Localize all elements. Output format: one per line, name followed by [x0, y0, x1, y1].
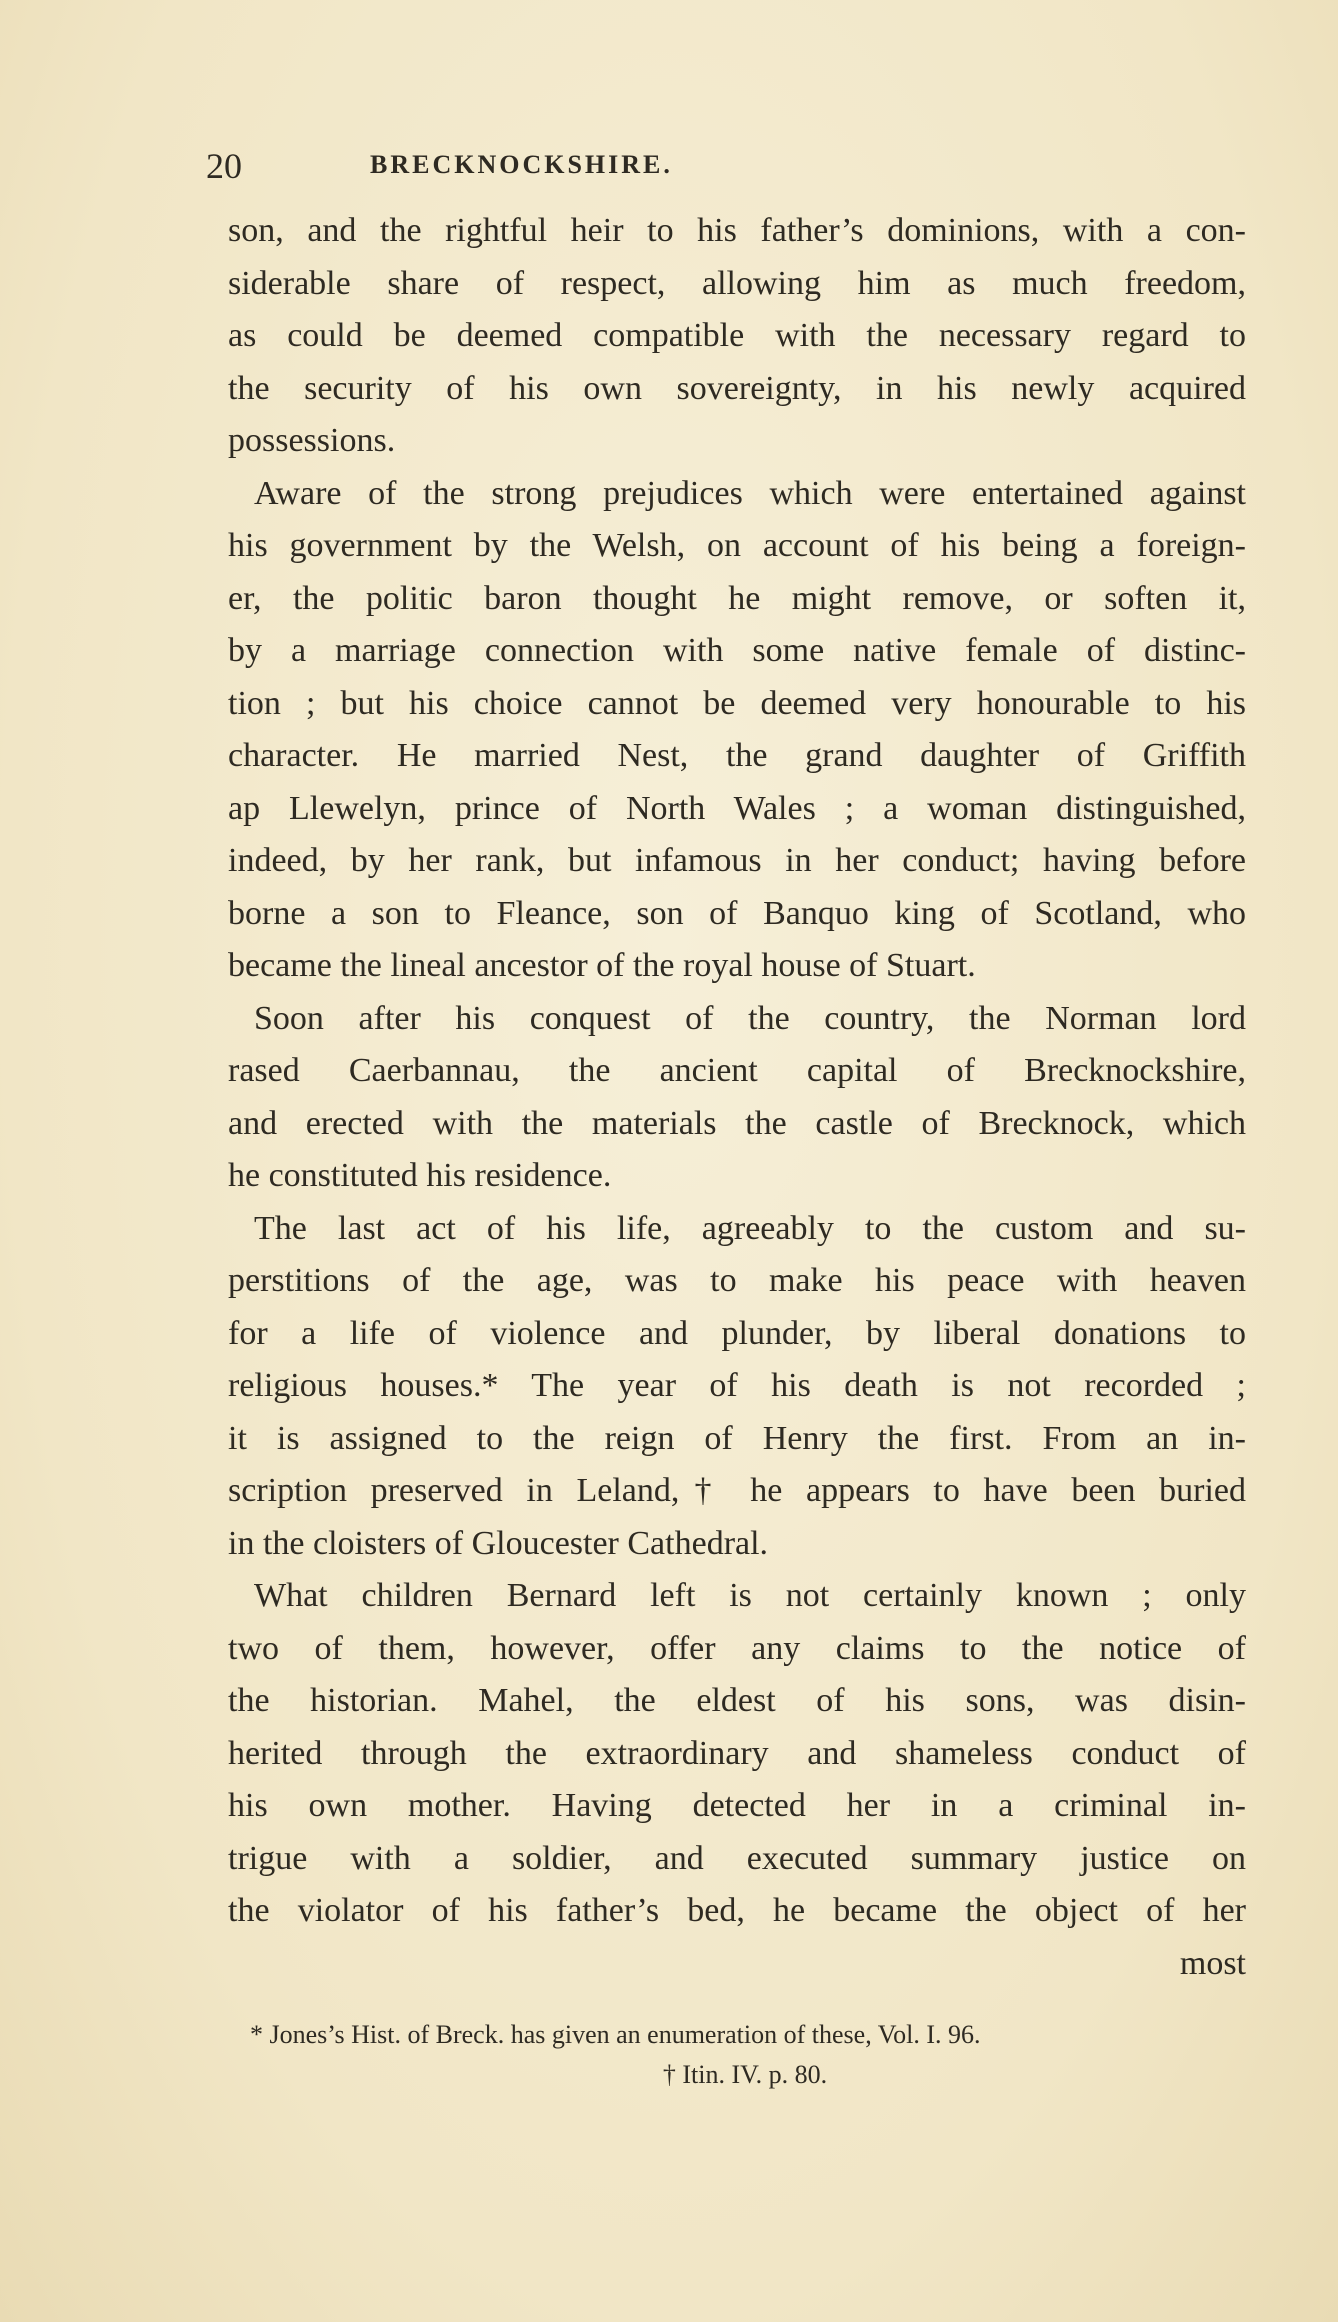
text-line: the historian. Mahel, the eldest of his sons, was disin- [228, 1682, 1246, 1719]
text-line: it is assigned to the reign of Henry the first. From an in- [228, 1419, 1246, 1457]
text-line: the security of his own sovereignty, in his newly acquired [228, 369, 1246, 407]
body-text [228, 205, 1246, 1990]
text-line: rased Caerbannau, the ancient capital of Brecknockshire, [228, 1052, 1246, 1089]
text-line: and erected with the materials the castle of Brecknock, which [228, 1104, 1246, 1142]
text-line: siderable share of respect, allowing him as much freedom, [228, 264, 1246, 302]
text-line: trigue with a soldier, and executed summary justice on [228, 1839, 1246, 1877]
footnotes [250, 2015, 1240, 2095]
text-line: religious houses.* The year of his death is not recorded ; [228, 1367, 1246, 1404]
text-line: became the lineal ancestor of the royal house of Stuart. [228, 947, 976, 984]
text-line: his own mother. Having detected her in a criminal in- [228, 1787, 1246, 1824]
text-line: he constituted his residence. [228, 1157, 612, 1194]
text-line: in the cloisters of Gloucester Cathedral. [228, 1524, 769, 1562]
text-line: for a life of violence and plunder, by liberal donations to [228, 1314, 1246, 1352]
text-line: borne a son to Fleance, son of Banquo king of Scotland, who [228, 894, 1246, 932]
footnote-1: * Jones’s Hist. of Breck. has given an enumeration of these, Vol. I. 96. [250, 2020, 981, 2049]
text-line: the violator of his father’s bed, he became the object of her [228, 1892, 1246, 1929]
text-line: Aware of the strong prejudices which were entertained against [254, 474, 1246, 512]
text-line: two of them, however, offer any claims to the notice of [228, 1629, 1246, 1667]
text-line: herited through the extraordinary and shameless conduct of [228, 1734, 1246, 1772]
running-title: BRECKNOCKSHIRE. [370, 150, 673, 179]
text-line: most [1179, 1944, 1246, 1982]
text-line: indeed, by her rank, but infamous in her conduct; having before [228, 842, 1246, 879]
footnote-2: † Itin. IV. p. 80. [662, 2060, 828, 2089]
text-line: ap Llewelyn, prince of North Wales ; a woman distinguished, [228, 789, 1246, 827]
text-line: Soon after his conquest of the country, the Norman lord [254, 999, 1246, 1037]
text-line: tion ; but his choice cannot be deemed very honourable to his [228, 684, 1246, 722]
page-number: 20 [206, 146, 242, 186]
text-line: as could be deemed compatible with the necessary regard to [228, 317, 1246, 354]
text-line: er, the politic baron thought he might remove, or soften it, [228, 579, 1246, 617]
text-line: What children Bernard left is not certainly known ; only [254, 1577, 1246, 1614]
text-line: possessions. [228, 422, 396, 459]
text-line: The last act of his life, agreeably to the custom and su- [254, 1209, 1246, 1247]
text-line: scription preserved in Leland,† he appears to have been buried [228, 1472, 1246, 1509]
text-line: son, and the rightful heir to his father’s dominions, with a con- [228, 212, 1246, 249]
text-line: perstitions of the age, was to make his peace with heaven [228, 1262, 1246, 1299]
text-line: by a marriage connection with some native female of distinc- [228, 632, 1246, 669]
text-line: his government by the Welsh, on account of his being a foreign- [228, 527, 1246, 564]
text-line: character. He married Nest, the grand daughter of Griffith [228, 737, 1246, 774]
